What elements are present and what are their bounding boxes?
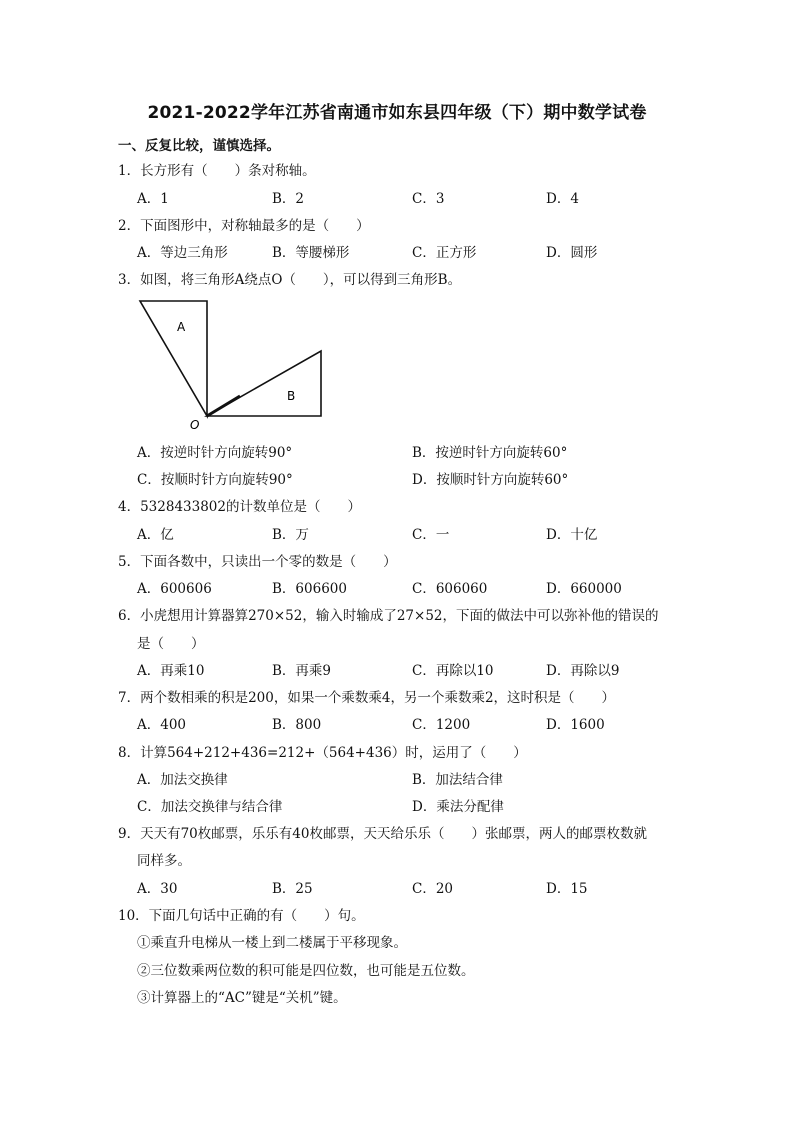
question-9-option-a: A．30 bbox=[137, 881, 178, 897]
question-6-option-b: B．再乘9 bbox=[272, 663, 332, 679]
question-8-option-b: B．加法结合律 bbox=[412, 772, 503, 788]
question-4-stem: 4．5328433802的计数单位是（ ） bbox=[118, 499, 361, 515]
question-7-option-a: A．400 bbox=[137, 717, 187, 733]
question-3-option-a: A．按逆时针方向旋转90° bbox=[137, 445, 293, 461]
question-1-option-a: A．1 bbox=[137, 191, 169, 207]
page-title: 2021-2022学年江苏省南通市如东县四年级（下）期中数学试卷 bbox=[147, 103, 647, 123]
question-3-option-b: B．按逆时针方向旋转60° bbox=[412, 445, 568, 461]
question-7-option-b: B．800 bbox=[272, 717, 322, 733]
question-3-option-c: C．按顺时针方向旋转90° bbox=[137, 472, 293, 488]
label-b: B bbox=[287, 389, 296, 403]
question-5-option-b: B．606600 bbox=[272, 581, 347, 597]
question-9-option-d: D．15 bbox=[546, 881, 588, 897]
question-6-stem-line-1: 6．小虎想用计算器算270×52，输入时输成了27×52，下面的做法中可以弥补他的错误的 bbox=[118, 608, 659, 624]
question-8-option-a: A．加法交换律 bbox=[137, 772, 228, 788]
question-8-stem: 8．计算564+212+436=212+（564+436）时，运用了（ ） bbox=[118, 745, 527, 761]
question-5-stem: 5．下面各数中，只读出一个零的数是（ ） bbox=[118, 554, 397, 570]
question-2-option-c: C．正方形 bbox=[412, 245, 477, 261]
question-6-stem-line-2: 是（ ） bbox=[137, 636, 205, 652]
question-1-stem: 1．长方形有（ ）条对称轴。 bbox=[118, 163, 316, 179]
question-2-option-a: A．等边三角形 bbox=[137, 245, 228, 261]
question-2-option-d: D．圆形 bbox=[546, 245, 598, 261]
triangle-a bbox=[140, 301, 207, 416]
question-2-option-b: B．等腰梯形 bbox=[272, 245, 350, 261]
question-10-statement-3: ③计算器上的“AC”键是“关机”键。 bbox=[137, 990, 347, 1006]
question-4-option-c: C．一 bbox=[412, 527, 450, 543]
question-10-statement-2: ②三位数乘两位数的积可能是四位数，也可能是五位数。 bbox=[137, 963, 475, 979]
question-7-stem: 7．两个数相乘的积是200，如果一个乘数乘4，另一个乘数乘2，这时积是（ ） bbox=[118, 690, 616, 706]
question-9-option-c: C．20 bbox=[412, 881, 454, 897]
question-6-option-a: A．再乘10 bbox=[137, 663, 205, 679]
label-o: O bbox=[190, 418, 200, 432]
question-3-stem: 3．如图，将三角形A绕点O（ ），可以得到三角形B。 bbox=[118, 272, 462, 288]
question-1-option-b: B．2 bbox=[272, 191, 305, 207]
question-5-option-c: C．606060 bbox=[412, 581, 488, 597]
question-9-option-b: B．25 bbox=[272, 881, 313, 897]
question-7-option-c: C．1200 bbox=[412, 717, 471, 733]
question-7-option-d: D．1600 bbox=[546, 717, 605, 733]
question-4-option-b: B．万 bbox=[272, 527, 309, 543]
question-9-stem-line-1: 9．天天有70枚邮票，乐乐有40枚邮票，天天给乐乐（ ）张邮票，两人的邮票枚数就 bbox=[118, 826, 647, 842]
question-3-option-d: D．按顺时针方向旋转60° bbox=[412, 472, 569, 488]
question-10-stem: 10．下面几句话中正确的有（ ）句。 bbox=[118, 908, 365, 924]
question-8-option-d: D．乘法分配律 bbox=[412, 799, 504, 815]
question-9-stem-line-2: 同样多。 bbox=[137, 853, 191, 869]
section-heading: 一、反复比较，谨慎选择。 bbox=[118, 138, 280, 154]
question-6-option-d: D．再除以9 bbox=[546, 663, 620, 679]
question-10-statement-1: ①乘直升电梯从一楼上到二楼属于平移现象。 bbox=[137, 935, 407, 951]
question-1-option-c: C．3 bbox=[412, 191, 445, 207]
question-5-option-d: D．660000 bbox=[546, 581, 622, 597]
rotation-figure bbox=[130, 298, 330, 433]
question-2-stem: 2．下面图形中，对称轴最多的是（ ） bbox=[118, 218, 370, 234]
question-5-option-a: A．600606 bbox=[137, 581, 212, 597]
question-1-option-d: D．4 bbox=[546, 191, 579, 207]
question-8-option-c: C．加法交换律与结合律 bbox=[137, 799, 283, 815]
question-4-option-d: D．十亿 bbox=[546, 527, 598, 543]
label-a: A bbox=[177, 320, 186, 334]
question-6-option-c: C．再除以10 bbox=[412, 663, 494, 679]
overlap-edge bbox=[207, 396, 240, 416]
question-4-option-a: A．亿 bbox=[137, 527, 174, 543]
